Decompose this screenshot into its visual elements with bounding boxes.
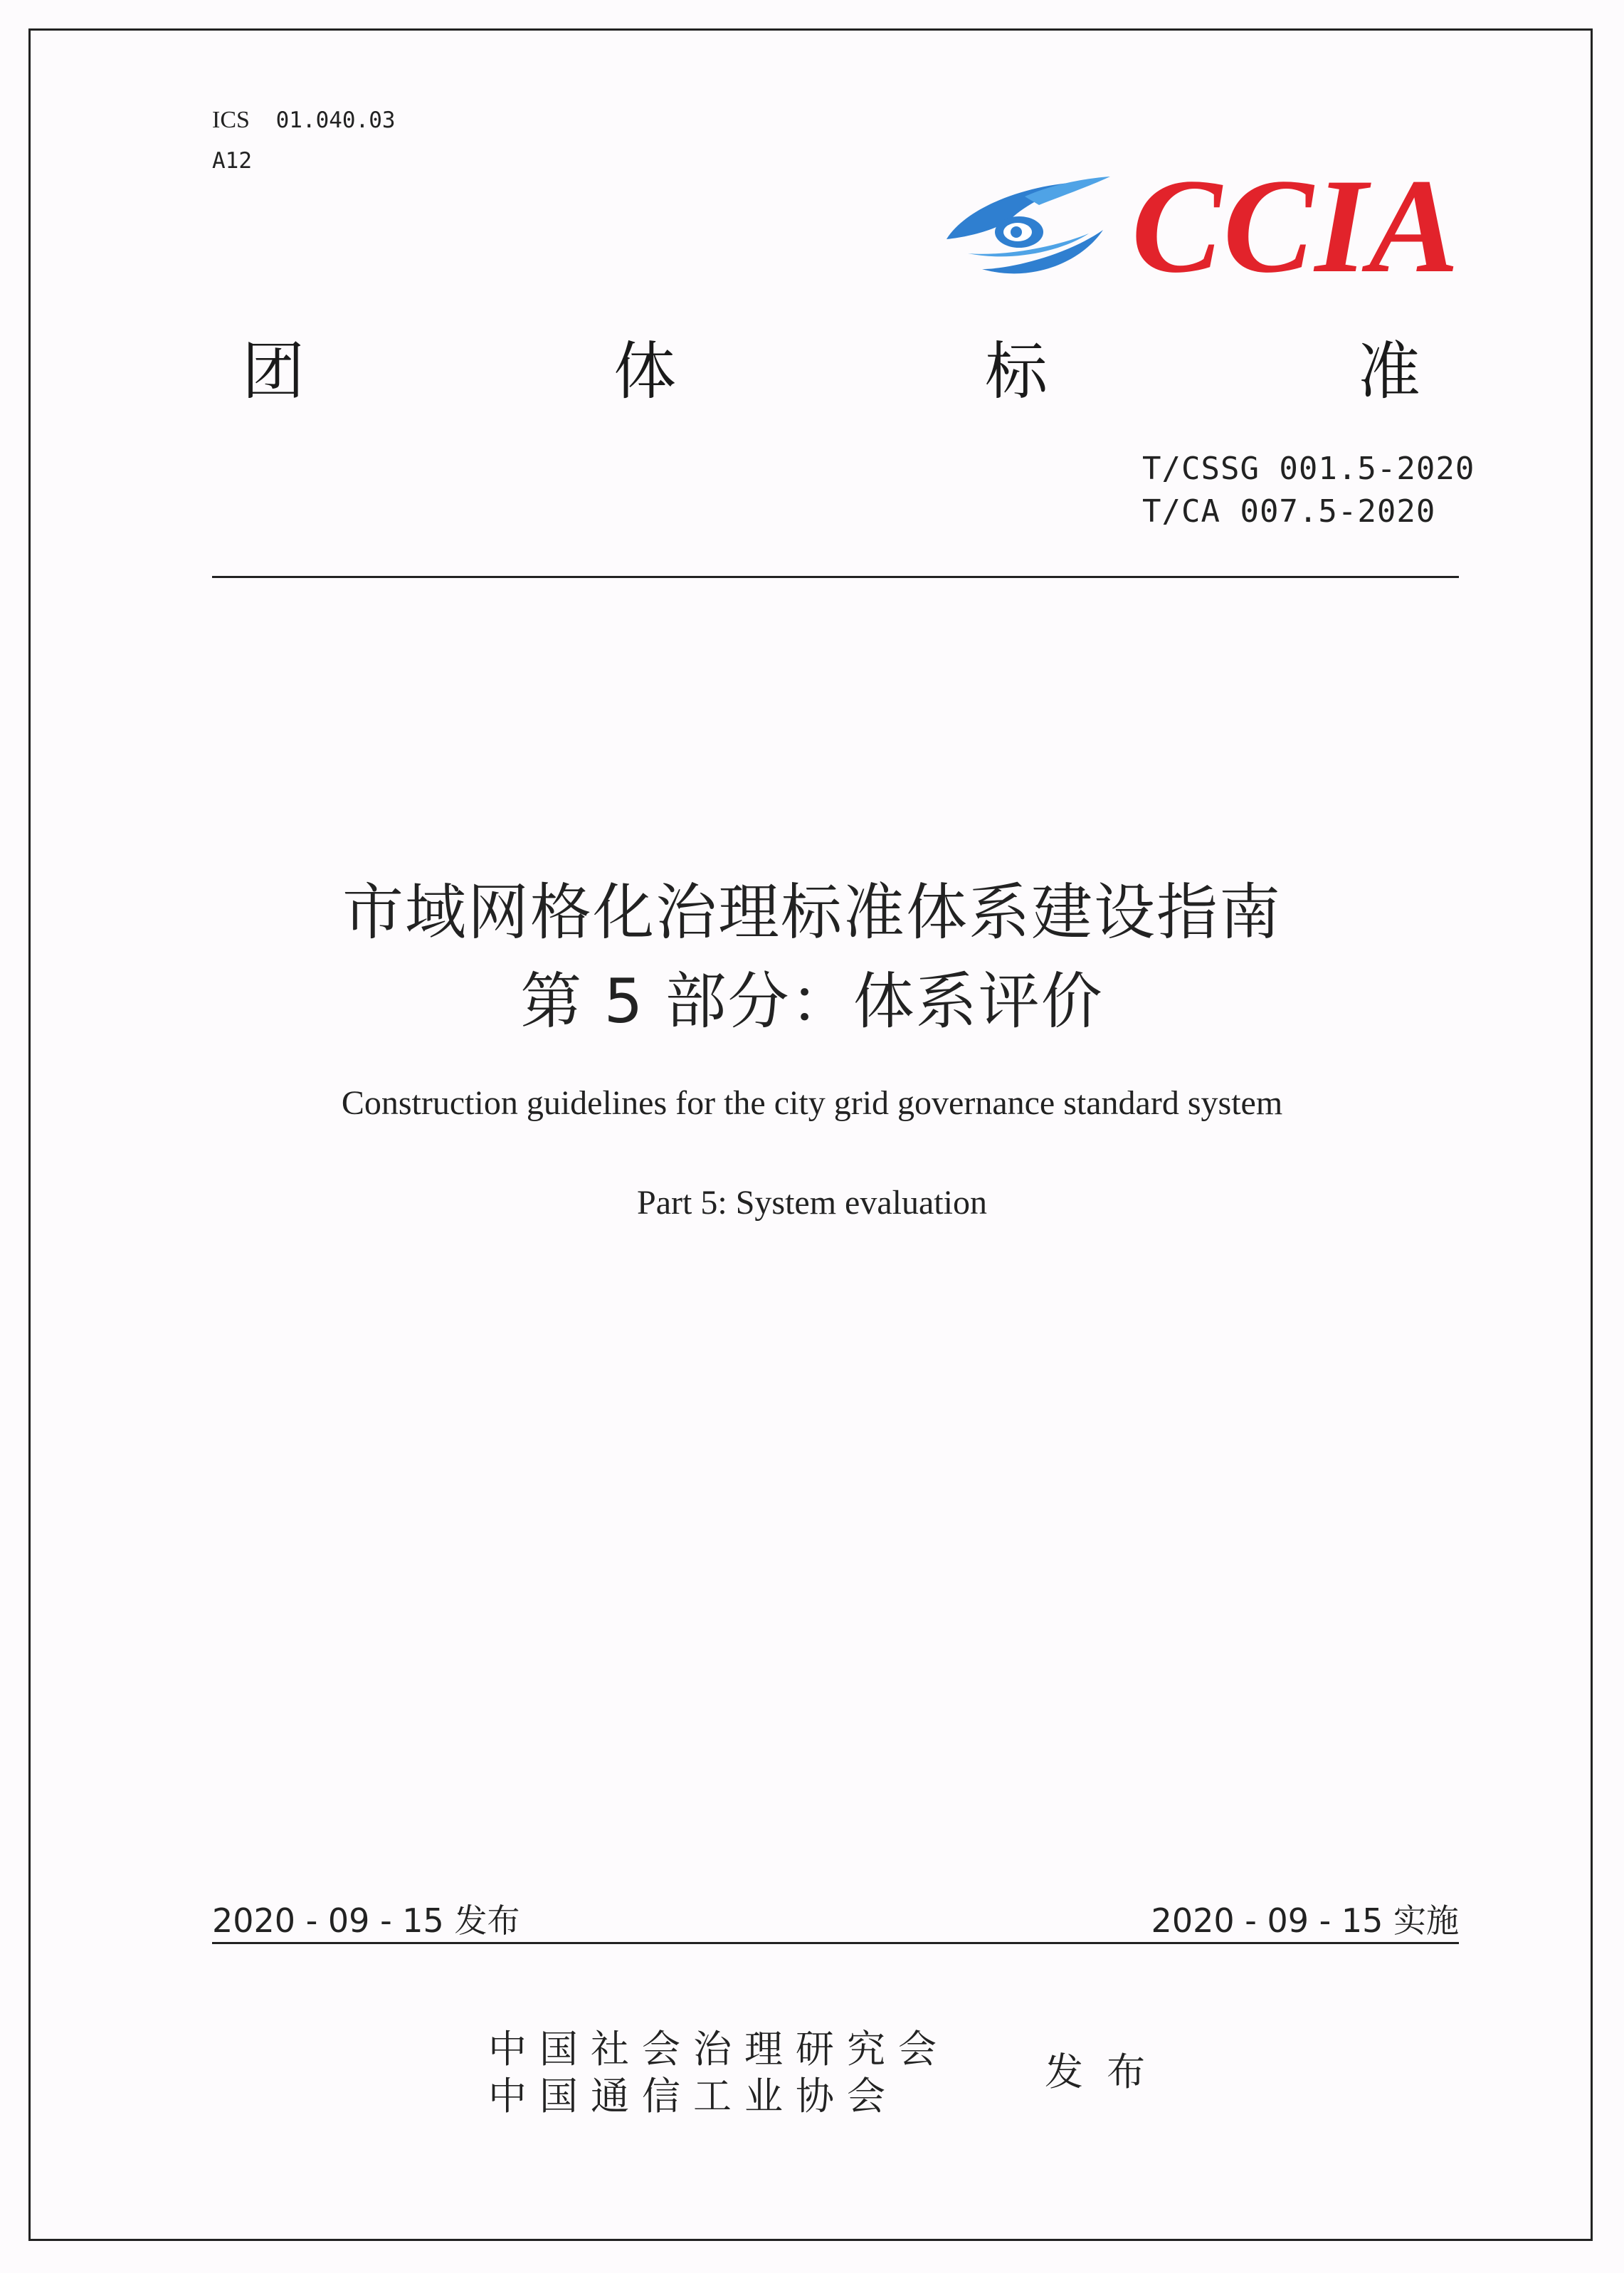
- category-char: 团: [242, 335, 305, 408]
- standard-category: [242, 329, 1445, 414]
- ccia-logo: [939, 152, 1494, 301]
- standard-code: T/CA 007.5-2020: [1142, 493, 1436, 530]
- ics-line: [212, 107, 396, 134]
- category-char: 准: [1358, 335, 1421, 408]
- header-divider: [212, 576, 1459, 578]
- title-cn-line1: 市域网格化治理标准体系建设指南: [342, 877, 1282, 948]
- publish-action: 发 布: [1045, 2049, 1151, 2094]
- issue-date: 2020 - 09 - 15 发布: [212, 1901, 520, 1940]
- class-code: A12: [212, 148, 252, 174]
- title-en-line2: Part 5: System evaluation: [637, 1184, 987, 1222]
- implement-date: 2020 - 09 - 15 实施: [1151, 1901, 1459, 1940]
- category-char: 标: [985, 335, 1048, 408]
- publisher-org2: 中国通信工业协会: [488, 2074, 898, 2119]
- ics-code: 01.040.03: [275, 107, 396, 133]
- date-divider: [212, 1942, 1459, 1944]
- bird-eye-icon: [939, 162, 1117, 290]
- category-char: 体: [613, 335, 677, 408]
- standard-code: T/CSSG 001.5-2020: [1142, 451, 1475, 487]
- logo-text: CCIA: [1132, 152, 1461, 301]
- publisher-org1: 中国社会治理研究会: [488, 2027, 949, 2072]
- title-en-line1: Construction guidelines for the city grid governance standard system: [341, 1084, 1283, 1122]
- ics-label: ICS: [212, 107, 250, 133]
- title-cn-line2: 第 5 部分：体系评价: [520, 966, 1104, 1037]
